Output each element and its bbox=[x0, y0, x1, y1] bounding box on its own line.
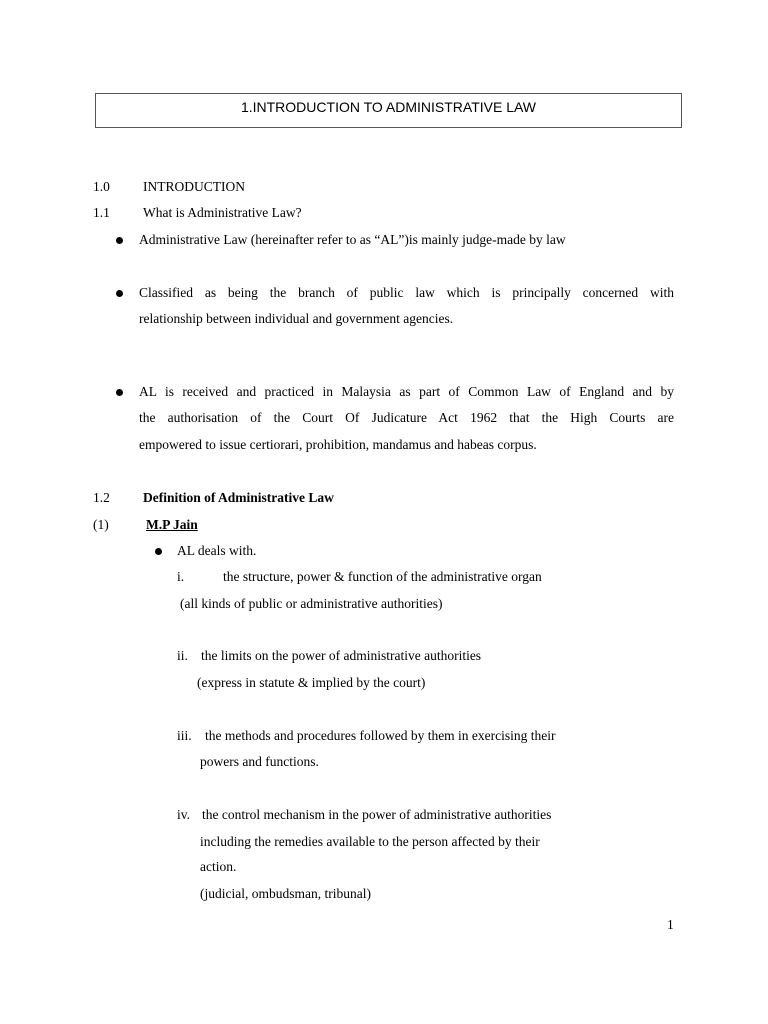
section-heading: Definition of Administrative Law bbox=[143, 490, 334, 505]
section-number: 1.1 bbox=[93, 205, 110, 220]
item-text: the control mechanism in the power of administrative authorities bbox=[202, 807, 552, 822]
bullet-text: AL deals with. bbox=[177, 543, 257, 558]
item-text: (all kinds of public or administrative authorities) bbox=[180, 596, 443, 611]
subsection-number: (1) bbox=[93, 517, 109, 532]
section-heading: INTRODUCTION bbox=[143, 179, 245, 194]
item-text: action. bbox=[200, 859, 237, 874]
section-number: 1.0 bbox=[93, 179, 110, 194]
item-text: the methods and procedures followed by them in exercising their bbox=[205, 728, 556, 743]
bullet-text: Classified as being the branch of public law which is principally concerned with bbox=[139, 285, 674, 300]
bullet-text: relationship between individual and government agencies. bbox=[139, 311, 454, 326]
bullet-icon bbox=[116, 389, 123, 396]
bullet-icon bbox=[116, 237, 123, 244]
item-text: the limits on the power of administrative authorities bbox=[201, 648, 482, 663]
section-number: 1.2 bbox=[93, 490, 110, 505]
document-title: 1.INTRODUCTION TO ADMINISTRATIVE LAW bbox=[95, 93, 682, 128]
bullet-icon bbox=[155, 548, 162, 555]
bullet-text: Administrative Law (hereinafter refer to as “AL”)is mainly judge-made by law bbox=[139, 232, 566, 247]
item-text: (express in statute & implied by the court) bbox=[197, 675, 426, 690]
item-number: iii. bbox=[177, 728, 192, 743]
item-text: powers and functions. bbox=[200, 754, 319, 769]
section-heading: What is Administrative Law? bbox=[143, 205, 302, 220]
item-number: i. bbox=[177, 569, 185, 584]
subsection-heading: M.P Jain bbox=[146, 517, 198, 532]
item-text: (judicial, ombudsman, tribunal) bbox=[200, 886, 371, 901]
bullet-text: empowered to issue certiorari, prohibition, mandamus and habeas corpus. bbox=[139, 437, 537, 452]
item-number: iv. bbox=[177, 807, 190, 822]
bullet-icon bbox=[116, 290, 123, 297]
item-number: ii. bbox=[177, 648, 188, 663]
item-text: the structure, power & function of the administrative organ bbox=[223, 569, 542, 584]
page-number: 1 bbox=[667, 917, 674, 932]
item-text: including the remedies available to the person affected by their bbox=[200, 834, 540, 849]
bullet-text: AL is received and practiced in Malaysia as part of Common Law of England and by bbox=[139, 384, 674, 399]
bullet-text: the authorisation of the Court Of Judicature Act 1962 that the High Courts are bbox=[139, 410, 674, 425]
